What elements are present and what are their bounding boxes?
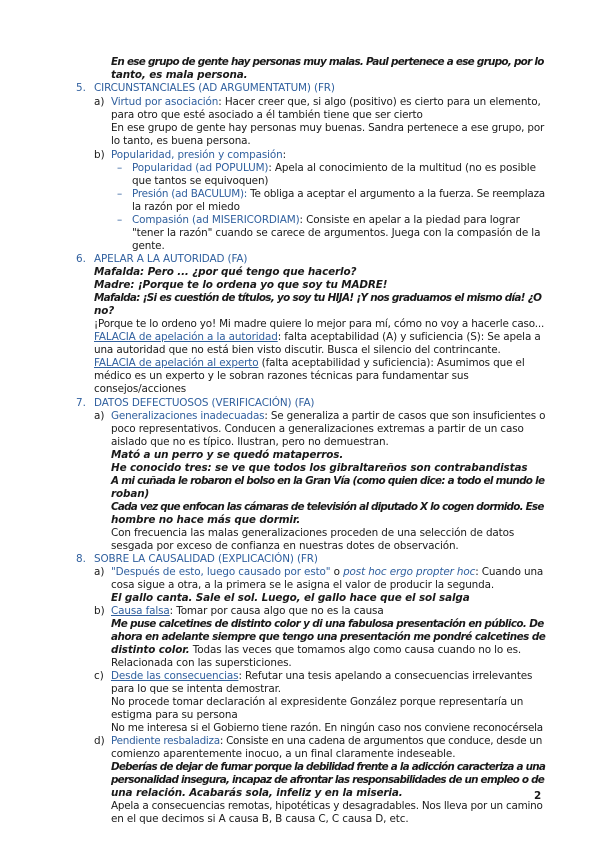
paragraph-line (111, 566, 543, 579)
definition: : falta aceptabilidad (A) y suficiencia (S): Se apela a (277, 331, 541, 343)
example-line: Me puse calcetines de distinto color y di una fabulosa presentación en público. De (111, 618, 544, 630)
term: "Después de esto, luego causado por esto" (111, 566, 331, 578)
item-letter: b) (94, 605, 105, 617)
paragraph-line (94, 331, 541, 344)
example-fragment: distinto color. (111, 644, 190, 656)
paragraph-line: sesgada por exceso de confianza en nuestras dotes de observación. (111, 540, 459, 552)
definition: : Apela al conocimiento de la multitud (no es posible (268, 162, 536, 174)
paragraph-line: poco representativos. Conducen a generalizaciones extremas a partir de un caso (111, 423, 524, 435)
term: Generalizaciones inadecuadas (111, 410, 265, 422)
item-letter: b) (94, 149, 105, 161)
paragraph-line (111, 735, 542, 748)
fallacy-link[interactable]: FALACIA de apelación al experto (94, 357, 259, 369)
term-link[interactable]: Causa falsa (111, 605, 170, 617)
paragraph-line: aislado que no es típico. Ilustran, pero no demuestran. (111, 436, 389, 448)
paragraph-line (111, 410, 545, 423)
item-letter: a) (94, 566, 105, 578)
paragraph-line: "tener la razón" cuando se carece de argumentos. Juega con la compasión de la (132, 227, 541, 239)
paragraph-line: Relacionada con las supersticiones. (111, 657, 292, 669)
paragraph-line (94, 357, 525, 370)
definition: Te obliga a aceptar el argumento a la fuerza. Se reemplaza (247, 188, 545, 200)
dialogue-line: Madre: ¡Porque te lo ordena yo que soy tu MADRE! (94, 279, 388, 291)
definition: (falta aceptabilidad y suficiencia): Asumimos que el (258, 357, 525, 369)
term-link[interactable]: Desde las consecuencias (111, 670, 239, 682)
paragraph-line: No me interesa si el Gobierno tiene razón. En ningún caso nos conviene reconocérsela (111, 722, 543, 734)
subheading: Popularidad, presión y compasión (111, 149, 283, 161)
definition: : Consiste en apelar a la piedad para lograr (299, 214, 520, 226)
paragraph-line: Apela a consecuencias remotas, hipotéticas y desagradables. Nos lleva por un camino (111, 800, 543, 812)
section-number: 5. (76, 82, 86, 94)
item-letter: c) (94, 670, 104, 682)
definition: : Consiste en una cadena de argumentos que conduce, desde un (219, 735, 543, 747)
paragraph-line (132, 188, 545, 201)
paragraph-line: en el que decimos si A causa B, B causa C, C causa D, etc. (111, 813, 409, 825)
paragraph-line (111, 670, 532, 683)
paragraph-line: gente. (132, 240, 165, 252)
paragraph-line: para lo que se intenta demostrar. (111, 683, 281, 695)
example-line: He conocido tres: se ve que todos los gibraltareños son contrabandistas (111, 462, 528, 474)
dialogue-line: no? (94, 305, 115, 317)
section-number: 8. (76, 553, 86, 565)
example-line: roban) (111, 488, 150, 500)
paragraph-line (132, 162, 536, 175)
paragraph-line: ¡Porque te lo ordeno yo! Mi madre quiere lo mejor para mí, cómo no voy a hacerle caso... (94, 318, 545, 330)
paragraph-line: En ese grupo de gente hay personas muy buenas. Sandra pertenece a ese grupo, por (111, 122, 545, 134)
paragraph-line (111, 605, 384, 618)
dash-bullet: – (117, 162, 123, 174)
example-line: hombre no hace más que dormir. (111, 514, 301, 526)
intro-example-line: tanto, es mala persona. (111, 69, 248, 81)
definition: : Hacer creer que, si algo (positivo) es cierto para un elemento, (218, 96, 541, 108)
example-line: Mató a un perro y se quedó mataperros. (111, 449, 344, 461)
definition: : Tomar por causa algo que no es la causa (169, 605, 384, 617)
term: Pendiente resbaladiza (111, 735, 220, 747)
intro-example-line: En ese grupo de gente hay personas muy malas. Paul pertenece a ese grupo, por lo (111, 56, 544, 68)
term: Presión (ad BACULUM): (132, 188, 248, 200)
section-number: 7. (76, 397, 86, 409)
dialogue-line: Mafalda: ¡Si es cuestión de títulos, yo soy tu HIJA! ¡Y nos graduamos el mismo día! ¿O (94, 292, 542, 304)
paragraph-line (111, 96, 541, 109)
paragraph-line: lo tanto, es buena persona. (111, 135, 251, 147)
section-heading: DATOS DEFECTUOSOS (VERIFICACIÓN) (FA) (94, 397, 315, 409)
dash-bullet: – (117, 214, 123, 226)
latin-term: post hoc ergo propter hoc (343, 566, 476, 578)
paragraph-line: cosa sigue a otra, a la primera se le asigna el valor de producir la segunda. (111, 579, 495, 591)
section-heading: CIRCUNSTANCIALES (AD ARGUMENTATUM) (FR) (94, 82, 335, 94)
paragraph-line: para otro que esté asociado a él también tiene que ser cierto (111, 109, 423, 121)
item-letter: d) (94, 735, 105, 747)
example-line: El gallo canta. Sale el sol. Luego, el gallo hace que el sol salga (111, 592, 470, 604)
paragraph-line: No procede tomar declaración al expresidente González porque representaría un (111, 696, 524, 708)
term: Virtud por asociación (111, 96, 219, 108)
section-heading: SOBRE LA CAUSALIDAD (EXPLICACIÓN) (FR) (94, 553, 318, 565)
section-number: 6. (76, 253, 86, 265)
paragraph-line: que tantos se equivoquen) (132, 175, 269, 187)
item-letter: a) (94, 410, 105, 422)
dialogue-line: Mafalda: Pero ... ¿por qué tengo que hacerlo? (94, 266, 357, 278)
paragraph-line (132, 214, 520, 227)
paragraph-line: estigma para su persona (111, 709, 238, 721)
section-heading: APELAR A LA AUTORIDAD (FA) (94, 253, 248, 265)
example-line: A mi cuñada le robaron el bolso en la Gran Vía (como quien dice: a todo el mundo le (111, 475, 545, 487)
paragraph-line: Con frecuencia las malas generalizaciones proceden de una selección de datos (111, 527, 515, 539)
definition: : Se generaliza a partir de casos que son insuficientes o (264, 410, 546, 422)
item-letter: a) (94, 96, 105, 108)
example-line: Cada vez que enfocan las cámaras de televisión al diputado X lo cogen dormido. Ese (111, 501, 544, 513)
term: Compasión (ad MISERICORDIAM) (132, 214, 300, 226)
dash-bullet: – (117, 188, 123, 200)
example-line: ahora en adelante siempre que tengo una presentación me pondré calcetines de (111, 631, 546, 643)
example-line: Deberías de dejar de fumar porque la debilidad frente a la adicción caracteriza a una (111, 761, 546, 773)
paragraph-line: comienzo aparentemente inocuo, a un final claramente indeseable. (111, 748, 456, 760)
term: Popularidad (ad POPULUM) (132, 162, 269, 174)
page-number: 2 (534, 790, 542, 802)
connector: o (330, 566, 344, 578)
paragraph-line: médico es un experto y le sobran razones técnicas para fundamentar sus (94, 370, 469, 382)
subheading-line (111, 149, 286, 162)
example-line: una relación. Acabarás sola, infeliz y en la miseria. (111, 787, 403, 799)
colon: : (282, 149, 286, 161)
example-line: personalidad insegura, incapaz de afrontar las responsabilidades de un empleo o de (111, 774, 545, 786)
fallacy-link[interactable]: FALACIA de apelación a la autoridad (94, 331, 278, 343)
remark: Todas las veces que tomamos algo como causa cuando no lo es. (189, 644, 522, 656)
paragraph-line: consejos/acciones (94, 383, 187, 395)
paragraph-line: una autoridad que no está bien visto discutir. Busca el silencio del contrincante. (94, 344, 501, 356)
paragraph-line: la razón por el miedo (132, 201, 240, 213)
definition: : Refutar una tesis apelando a consecuencias irrelevantes (238, 670, 533, 682)
definition: : Cuando una (475, 566, 544, 578)
paragraph-line (111, 644, 521, 657)
